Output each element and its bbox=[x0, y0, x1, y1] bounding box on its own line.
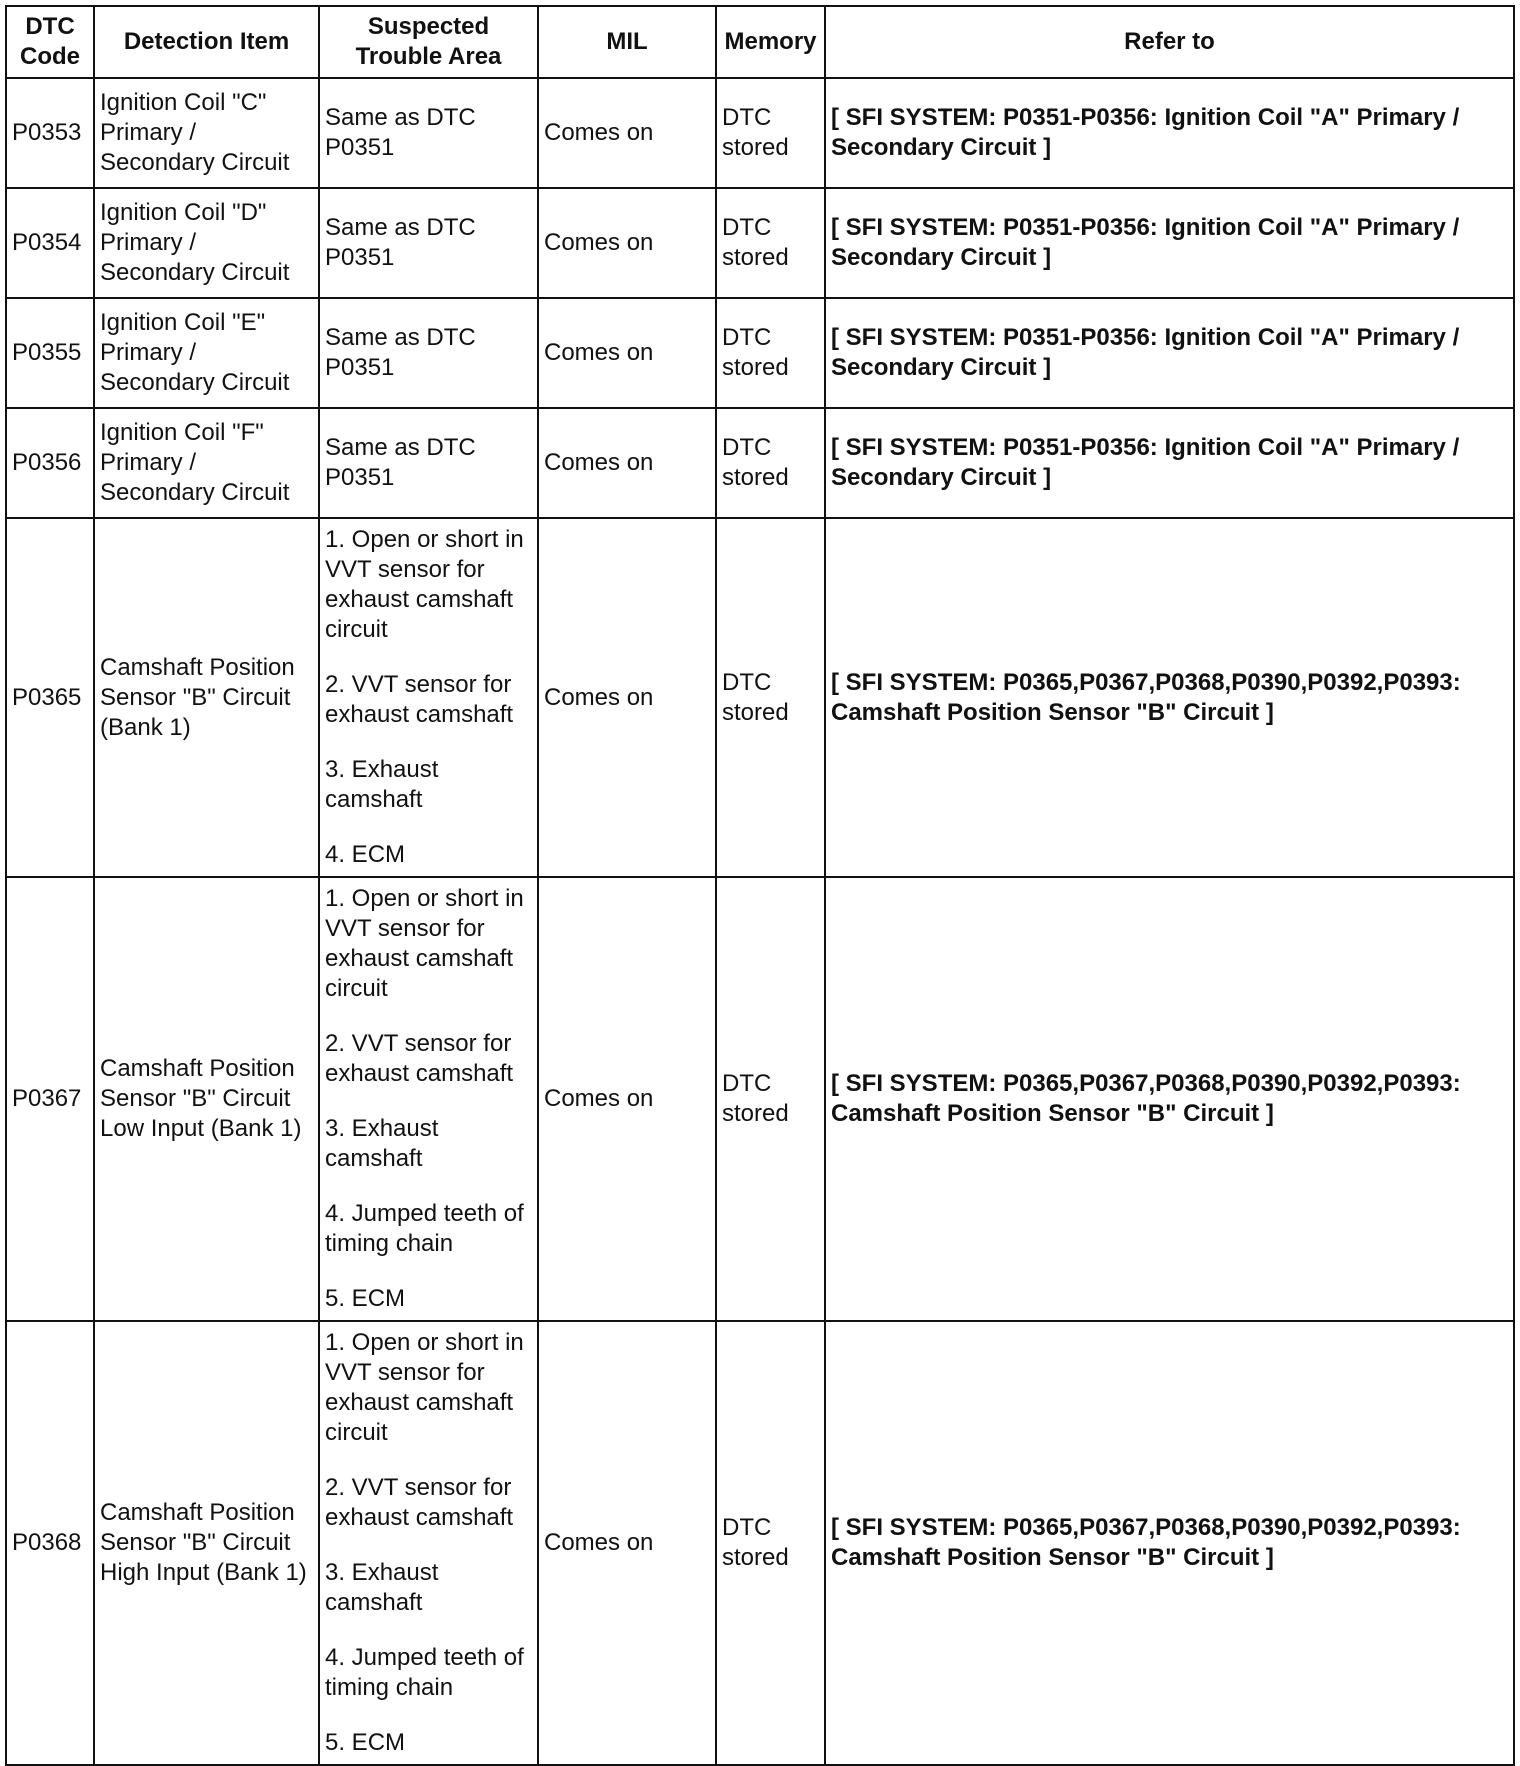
suspected-area-item: 4. Jumped teeth of timing chain bbox=[325, 1200, 524, 1257]
refer-to-cell: [ SFI SYSTEM: P0365,P0367,P0368,P0390,P0392,P0393: Camshaft Position Sensor "B" Circuit ] bbox=[825, 518, 1514, 877]
suspected-area-item: 1. Open or short in VVT sensor for exhaust camshaft circuit bbox=[325, 1329, 524, 1446]
suspected-area-item: Same as DTC P0351 bbox=[325, 434, 476, 491]
header-dtc-code: DTC Code bbox=[6, 6, 94, 78]
table-row bbox=[6, 78, 1514, 188]
detection-item-cell: Ignition Coil "C" Primary / Secondary Circuit bbox=[94, 78, 319, 188]
refer-to-cell: [ SFI SYSTEM: P0351-P0356: Ignition Coil "A" Primary / Secondary Circuit ] bbox=[825, 298, 1514, 408]
detection-item-cell: Ignition Coil "E" Primary / Secondary Circuit bbox=[94, 298, 319, 408]
table-row bbox=[6, 298, 1514, 408]
mil-cell: Comes on bbox=[538, 188, 716, 298]
table-row bbox=[6, 408, 1514, 518]
suspected-area-item: 1. Open or short in VVT sensor for exhaust camshaft circuit bbox=[325, 885, 524, 1002]
table-row bbox=[6, 877, 1514, 1321]
header-suspected-trouble-area: Suspected Trouble Area bbox=[319, 6, 538, 78]
dtc-table bbox=[5, 5, 1515, 1766]
memory-cell: DTC stored bbox=[716, 408, 825, 518]
detection-item-cell: Camshaft Position Sensor "B" Circuit (Bank 1) bbox=[94, 518, 319, 877]
mil-cell: Comes on bbox=[538, 1321, 716, 1765]
suspected-area-item: 3. Exhaust camshaft bbox=[325, 1115, 439, 1172]
suspected-area-item: 3. Exhaust camshaft bbox=[325, 756, 439, 813]
memory-cell: DTC stored bbox=[716, 877, 825, 1321]
mil-cell: Comes on bbox=[538, 877, 716, 1321]
memory-cell: DTC stored bbox=[716, 1321, 825, 1765]
header-mil: MIL bbox=[538, 6, 716, 78]
header-memory: Memory bbox=[716, 6, 825, 78]
suspected-area-item: 3. Exhaust camshaft bbox=[325, 1559, 439, 1616]
suspected-area-item: 2. VVT sensor for exhaust camshaft bbox=[325, 1474, 514, 1531]
refer-to-cell: [ SFI SYSTEM: P0351-P0356: Ignition Coil "A" Primary / Secondary Circuit ] bbox=[825, 188, 1514, 298]
dtc-code-cell: P0353 bbox=[6, 78, 94, 188]
suspected-trouble-area-cell bbox=[319, 188, 538, 298]
suspected-trouble-area-cell bbox=[319, 78, 538, 188]
memory-cell: DTC stored bbox=[716, 518, 825, 877]
table-row bbox=[6, 518, 1514, 877]
mil-cell: Comes on bbox=[538, 518, 716, 877]
mil-cell: Comes on bbox=[538, 408, 716, 518]
detection-item-cell: Camshaft Position Sensor "B" Circuit High Input (Bank 1) bbox=[94, 1321, 319, 1765]
table-row bbox=[6, 1321, 1514, 1765]
table-body bbox=[6, 78, 1514, 1765]
suspected-area-item: Same as DTC P0351 bbox=[325, 324, 476, 381]
suspected-trouble-area-cell bbox=[319, 1321, 538, 1765]
refer-to-cell: [ SFI SYSTEM: P0365,P0367,P0368,P0390,P0392,P0393: Camshaft Position Sensor "B" Circuit ] bbox=[825, 1321, 1514, 1765]
suspected-area-item: 4. ECM bbox=[325, 841, 406, 868]
suspected-area-item: Same as DTC P0351 bbox=[325, 104, 476, 161]
memory-cell: DTC stored bbox=[716, 78, 825, 188]
table-row bbox=[6, 188, 1514, 298]
refer-to-cell: [ SFI SYSTEM: P0351-P0356: Ignition Coil "A" Primary / Secondary Circuit ] bbox=[825, 408, 1514, 518]
dtc-code-cell: P0355 bbox=[6, 298, 94, 408]
suspected-area-item: 2. VVT sensor for exhaust camshaft bbox=[325, 671, 514, 728]
memory-cell: DTC stored bbox=[716, 188, 825, 298]
suspected-trouble-area-cell bbox=[319, 518, 538, 877]
header-refer-to: Refer to bbox=[825, 6, 1514, 78]
dtc-code-cell: P0368 bbox=[6, 1321, 94, 1765]
dtc-code-cell: P0365 bbox=[6, 518, 94, 877]
suspected-area-item: 2. VVT sensor for exhaust camshaft bbox=[325, 1030, 514, 1087]
dtc-code-cell: P0354 bbox=[6, 188, 94, 298]
mil-cell: Comes on bbox=[538, 298, 716, 408]
suspected-area-item: 5. ECM bbox=[325, 1729, 406, 1756]
suspected-trouble-area-cell bbox=[319, 408, 538, 518]
suspected-area-item: Same as DTC P0351 bbox=[325, 214, 476, 271]
refer-to-cell: [ SFI SYSTEM: P0351-P0356: Ignition Coil "A" Primary / Secondary Circuit ] bbox=[825, 78, 1514, 188]
dtc-code-cell: P0367 bbox=[6, 877, 94, 1321]
mil-cell: Comes on bbox=[538, 78, 716, 188]
detection-item-cell: Camshaft Position Sensor "B" Circuit Low Input (Bank 1) bbox=[94, 877, 319, 1321]
suspected-trouble-area-cell bbox=[319, 877, 538, 1321]
memory-cell: DTC stored bbox=[716, 298, 825, 408]
dtc-code-cell: P0356 bbox=[6, 408, 94, 518]
suspected-trouble-area-cell bbox=[319, 298, 538, 408]
table-header-row bbox=[6, 6, 1514, 78]
refer-to-cell: [ SFI SYSTEM: P0365,P0367,P0368,P0390,P0392,P0393: Camshaft Position Sensor "B" Circuit ] bbox=[825, 877, 1514, 1321]
suspected-area-item: 4. Jumped teeth of timing chain bbox=[325, 1644, 524, 1701]
detection-item-cell: Ignition Coil "F" Primary / Secondary Circuit bbox=[94, 408, 319, 518]
suspected-area-item: 5. ECM bbox=[325, 1285, 406, 1312]
detection-item-cell: Ignition Coil "D" Primary / Secondary Circuit bbox=[94, 188, 319, 298]
header-detection-item: Detection Item bbox=[94, 6, 319, 78]
suspected-area-item: 1. Open or short in VVT sensor for exhaust camshaft circuit bbox=[325, 526, 524, 643]
